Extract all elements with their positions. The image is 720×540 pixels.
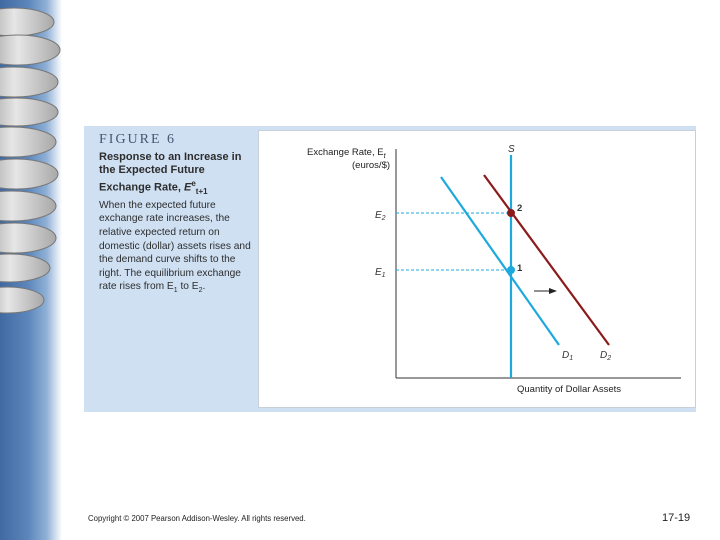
supply-label: S	[508, 144, 515, 155]
figure-description-text: When the expected future exchange rate increases, the relative expected return on domestic (dollar) assets rises and the demand curve shifts to the right. The equilibrium exchange rate rises from E	[99, 199, 251, 293]
decorative-side-strip	[0, 0, 62, 540]
equilibrium-point-2	[507, 209, 515, 217]
figure-description-end: .	[202, 281, 206, 293]
demand-label-1-sub: 1	[569, 355, 574, 362]
coin-stack-image	[0, 0, 62, 330]
figure-title	[99, 151, 251, 198]
demand-curve-1	[441, 177, 559, 345]
figure-description	[99, 199, 251, 298]
y-axis-units: (euros/$)	[352, 160, 391, 171]
equilibrium-label-1: 1	[517, 263, 523, 274]
figure-description-sub-1: 1	[173, 287, 178, 295]
y-axis-label-sub: t	[383, 153, 386, 160]
demand-label-1: $D_1$	[562, 350, 574, 362]
figure-label: FIGURE 6	[99, 132, 177, 147]
e2-label: $E_2$	[375, 210, 386, 222]
figure-panel	[84, 126, 696, 412]
figure-description-mid: to E	[177, 281, 199, 293]
e1-label-sub: 1	[381, 272, 386, 279]
demand-curve-2	[484, 175, 609, 345]
y-axis-label: Exchange Rate, $E_t$	[307, 147, 386, 160]
figure-title-var: E	[183, 181, 192, 194]
equilibrium-point-1	[507, 266, 515, 274]
demand-label-2: $D_2$	[600, 350, 612, 362]
figure-description-sub-2: 2	[198, 287, 203, 295]
x-axis-label: Quantity of Dollar Assets	[517, 384, 622, 395]
figure-title-sub: t+1	[195, 186, 208, 196]
figure-title-text: Response to an Increase in the Expected Future Exchange Rate,	[99, 151, 242, 194]
copyright-notice: Copyright © 2007 Pearson Addison-Wesley. All rights reserved.	[88, 514, 306, 523]
e1-label: $E_1$	[375, 267, 386, 279]
slide-number: 17-19	[662, 512, 691, 524]
demand-label-2-sub: 2	[607, 355, 612, 362]
equilibrium-label-2: 2	[517, 203, 523, 214]
figure-title-sup: e	[191, 179, 196, 188]
e2-label-sub: 2	[381, 215, 386, 222]
exchange-rate-chart	[259, 131, 695, 407]
chart-box	[258, 130, 696, 408]
figure-caption	[99, 132, 251, 298]
